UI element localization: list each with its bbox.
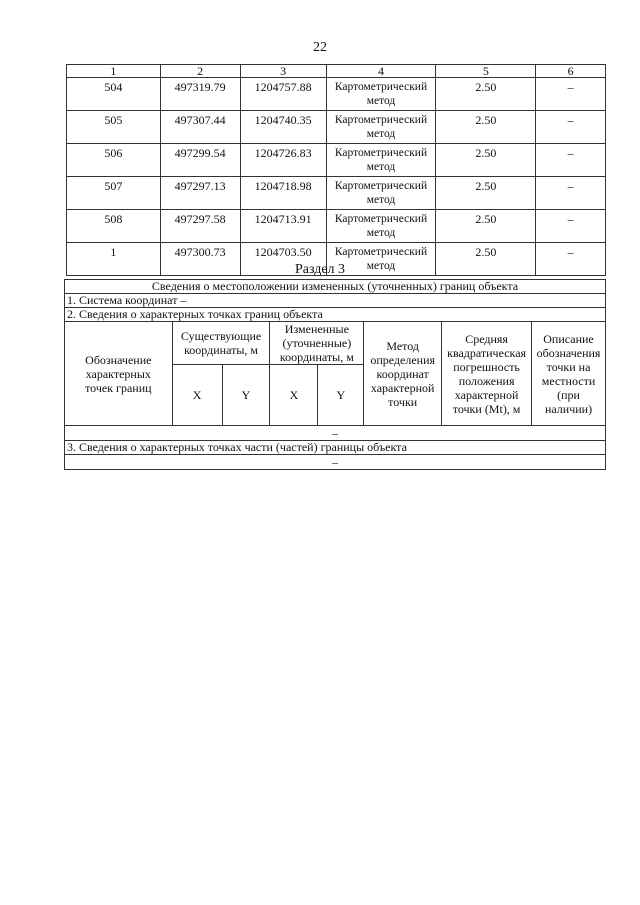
column-number: 5 (436, 65, 536, 78)
changed-coords-header: Измененные (уточненные) координаты, м (270, 322, 364, 365)
coord-system: 1. Система координат – (65, 294, 606, 308)
coord-x: 497297.58 (160, 210, 240, 243)
description-value: – (536, 78, 606, 111)
column-number: 1 (67, 65, 161, 78)
description-value: – (536, 243, 606, 276)
table-row (67, 144, 606, 177)
boundaries-table (64, 279, 606, 470)
part-points-heading: 3. Сведения о характерных точках части (частей) границы объекта (65, 441, 606, 455)
point-number: 1 (67, 243, 161, 276)
description-value: – (536, 144, 606, 177)
point-number: 505 (67, 111, 161, 144)
empty-row (65, 426, 606, 441)
y-header: Y (222, 365, 270, 426)
method-cell: Картометрический метод (326, 177, 436, 210)
x-header: X (270, 365, 318, 426)
designation-header: Обозначение характерных точек границ (65, 322, 173, 426)
existing-coords-header: Существующие координаты, м (172, 322, 270, 365)
error-value: 2.50 (436, 78, 536, 111)
page-number: 22 (313, 40, 327, 55)
method-cell: Картометрический метод (326, 111, 436, 144)
coord-y: 1204713.91 (240, 210, 326, 243)
method-cell: Картометрический метод (326, 144, 436, 177)
column-number: 6 (536, 65, 606, 78)
column-number: 4 (326, 65, 436, 78)
coord-system-row (65, 294, 606, 308)
method-header: Метод определения координат характерной точки (364, 322, 442, 426)
header-row (65, 322, 606, 365)
coord-y: 1204726.83 (240, 144, 326, 177)
coord-x: 497300.73 (160, 243, 240, 276)
points-heading-row (65, 308, 606, 322)
description-value: – (536, 111, 606, 144)
coord-y: 1204757.88 (240, 78, 326, 111)
table-row (67, 111, 606, 144)
x-header: X (172, 365, 222, 426)
coordinates-table (66, 64, 606, 276)
error-value: 2.50 (436, 210, 536, 243)
point-number: 506 (67, 144, 161, 177)
coord-x: 497307.44 (160, 111, 240, 144)
part-points-heading-row (65, 441, 606, 455)
table-row (67, 177, 606, 210)
coord-y: 1204703.50 (240, 243, 326, 276)
table-row (67, 78, 606, 111)
error-header: Средняя квадратическая погрешность положения характерной точки (Mt), м (442, 322, 532, 426)
column-number: 2 (160, 65, 240, 78)
description-value: – (536, 210, 606, 243)
table-title-row (65, 280, 606, 294)
y-header: Y (318, 365, 364, 426)
column-number: 3 (240, 65, 326, 78)
coord-x: 497299.54 (160, 144, 240, 177)
method-cell: Картометрический метод (326, 243, 436, 276)
description-value: – (536, 177, 606, 210)
section-title: Раздел 3 (294, 262, 346, 277)
error-value: 2.50 (436, 243, 536, 276)
error-value: 2.50 (436, 177, 536, 210)
empty-dash: – (65, 426, 606, 441)
error-value: 2.50 (436, 144, 536, 177)
point-number: 508 (67, 210, 161, 243)
column-number-row (67, 65, 606, 78)
coord-y: 1204740.35 (240, 111, 326, 144)
table-row (67, 210, 606, 243)
point-number: 504 (67, 78, 161, 111)
method-cell: Картометрический метод (326, 210, 436, 243)
coord-x: 497297.13 (160, 177, 240, 210)
method-cell: Картометрический метод (326, 78, 436, 111)
empty-dash: – (65, 455, 606, 470)
coord-y: 1204718.98 (240, 177, 326, 210)
empty-row (65, 455, 606, 470)
table-title: Сведения о местоположении измененных (уточненных) границ объекта (65, 280, 606, 294)
coord-x: 497319.79 (160, 78, 240, 111)
points-heading: 2. Сведения о характерных точках границ объекта (65, 308, 606, 322)
point-number: 507 (67, 177, 161, 210)
description-header: Описание обозначения точки на местности (при наличии) (532, 322, 606, 426)
error-value: 2.50 (436, 111, 536, 144)
